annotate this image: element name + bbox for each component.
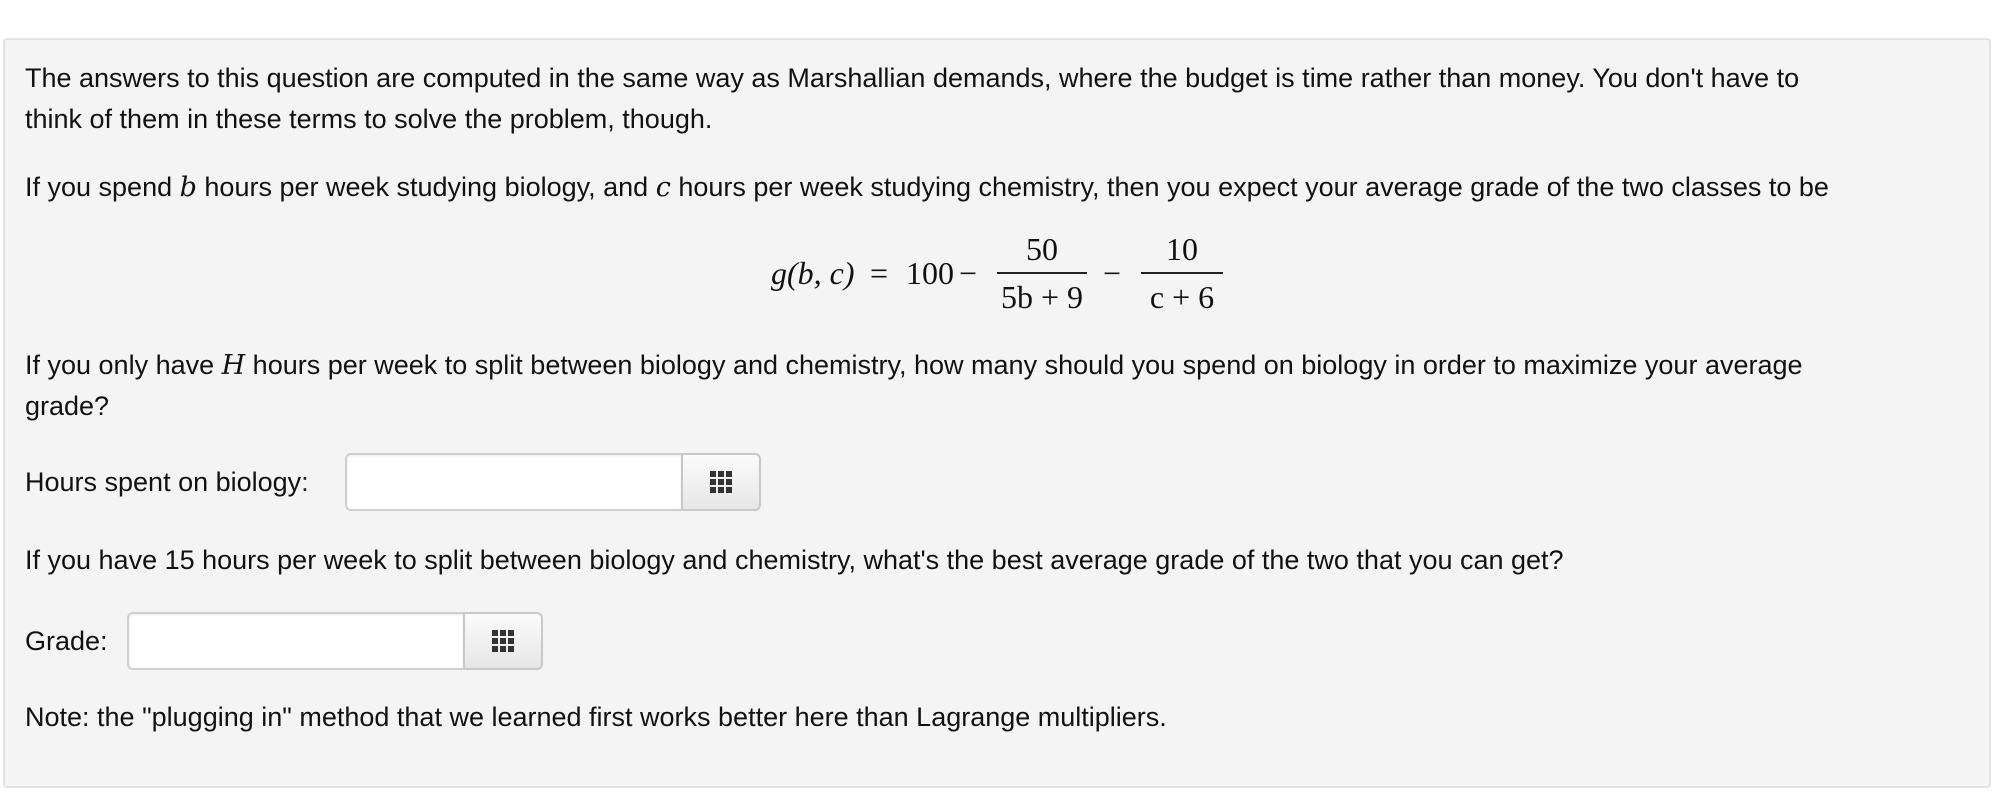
variable-H: H — [221, 350, 246, 381]
grid-icon — [492, 630, 514, 652]
setup-text-part-1: If you spend — [25, 172, 180, 202]
question-1-text — [25, 345, 1803, 386]
answer-2-row — [25, 612, 585, 672]
fraction-1-denominator: 5b + 9 — [1000, 279, 1084, 315]
question-2-text: If you have 15 hours per week to split between biology and chemistry, what's the best average grade of the two that you can get? — [25, 545, 1564, 575]
question-1-part-2: hours per week to split between biology and chemistry, how many should you spend on biology in order to maximize your average — [245, 350, 1803, 380]
fraction-2-bar — [1141, 272, 1223, 274]
formula-fraction-1 — [997, 230, 1087, 316]
formula-minus-2: − — [1103, 255, 1122, 291]
grade-input[interactable] — [127, 612, 463, 670]
setup-text-part-2: hours per week studying biology, and — [196, 172, 656, 202]
variable-c: c — [655, 172, 671, 203]
formula-constant: 100 — [906, 255, 954, 291]
question-panel — [3, 38, 1991, 788]
setup-text — [25, 167, 1829, 208]
variable-b: b — [179, 172, 197, 203]
grade-palette-button[interactable] — [463, 612, 543, 670]
formula-equals: = — [870, 255, 889, 291]
hours-biology-input[interactable] — [345, 453, 681, 511]
grid-icon — [710, 471, 732, 493]
question-1-text-line-2: grade? — [25, 391, 110, 421]
formula-minus-1: − — [959, 255, 978, 291]
answer-1-row — [25, 453, 805, 513]
answer-1-label: Hours spent on biology: — [25, 467, 309, 497]
fraction-1-bar — [997, 272, 1087, 274]
formula-lhs: g(b, c) — [771, 255, 855, 291]
hours-biology-palette-button[interactable] — [681, 453, 761, 511]
fraction-1-numerator: 50 — [1026, 231, 1058, 267]
intro-text-line-2: think of them in these terms to solve the problem, though. — [25, 104, 713, 134]
fraction-2-numerator: 10 — [1166, 231, 1198, 267]
setup-text-part-3: hours per week studying chemistry, then you expect your average grade of the two classes to be — [670, 172, 1829, 202]
note-text: Note: the "plugging in" method that we learned first works better here than Lagrange multipliers. — [25, 702, 1167, 732]
answer-2-label: Grade: — [25, 626, 108, 656]
question-1-part-1: If you only have — [25, 350, 222, 380]
fraction-2-denominator: c + 6 — [1149, 279, 1215, 315]
intro-text-line-1: The answers to this question are computed in the same way as Marshallian demands, where the budget is time rather than money. You don't have to — [25, 63, 1800, 93]
formula-fraction-2 — [1141, 230, 1223, 316]
